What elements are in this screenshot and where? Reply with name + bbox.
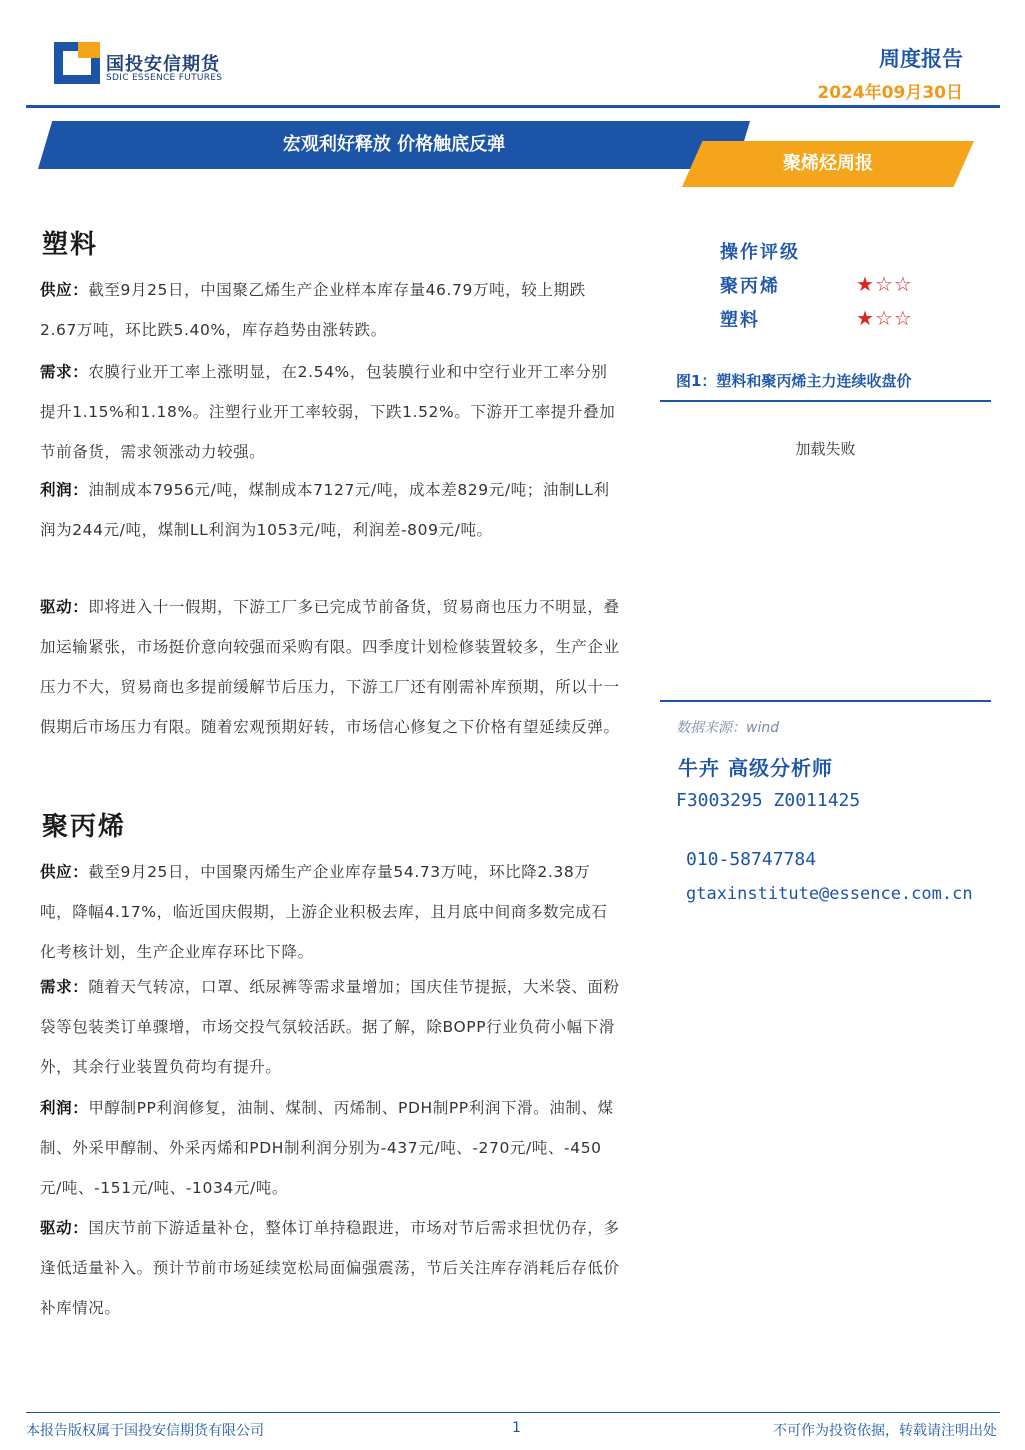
headline-banner: 宏观利好释放 价格触底反弹 bbox=[282, 134, 506, 155]
plastic-profit-label: 利润： bbox=[40, 481, 89, 499]
plastic-driver-label: 驱动： bbox=[40, 598, 89, 616]
report-tag: 聚烯烃周报 bbox=[783, 153, 873, 174]
contact-phone: 010-58747784 bbox=[686, 849, 817, 870]
pp-profit-label: 利润： bbox=[40, 1099, 89, 1117]
plastic-demand-label: 需求： bbox=[40, 363, 89, 381]
plastic-driver bbox=[40, 587, 622, 747]
company-name-en: SDIC ESSENCE FUTURES bbox=[106, 73, 223, 83]
pp-profit bbox=[40, 1088, 622, 1208]
pp-driver-text: 国庆节前下游适量补仓，整体订单持稳跟进，市场对节后需求担忧仍存，多逢低适量补入。预计节前市场延续宽松局面偏强震荡，节后关注库存消耗后存低价补库情况。 bbox=[40, 1219, 620, 1317]
star-filled-icon: ★ bbox=[856, 272, 875, 296]
plastic-supply bbox=[40, 270, 622, 350]
rating-name-plastic: 塑料 bbox=[720, 310, 760, 331]
section-title-pp: 聚丙烯 bbox=[42, 812, 127, 842]
pp-driver bbox=[40, 1208, 622, 1328]
plastic-profit-text: 油制成本7956元/吨，煤制成本7127元/吨，成本差829元/吨；油制LL利润为244元/吨，煤制LL利润为1053元/吨，利润差-809元/吨。 bbox=[40, 481, 610, 539]
company-name: 国投安信期货 bbox=[106, 54, 220, 75]
footer-divider bbox=[26, 1412, 1000, 1413]
figure-source: 数据来源：wind bbox=[676, 720, 780, 736]
footer-disclaimer: 不可作为投资依据，转载请注明出处 bbox=[773, 1423, 997, 1439]
figure-load-failed: 加载失败 bbox=[795, 440, 856, 458]
contact-email[interactable]: gtaxinstitute@essence.com.cn bbox=[686, 884, 973, 904]
plastic-supply-label: 供应： bbox=[40, 281, 89, 299]
analyst-name: 牛卉 高级分析师 bbox=[678, 756, 833, 780]
star-empty-icon: ☆☆ bbox=[874, 306, 913, 330]
company-logo bbox=[54, 42, 100, 84]
rating-name-pp: 聚丙烯 bbox=[720, 276, 780, 297]
header-divider bbox=[26, 105, 1000, 108]
rating-title: 操作评级 bbox=[720, 242, 800, 263]
report-type: 周度报告 bbox=[879, 47, 963, 71]
pp-supply-label: 供应： bbox=[40, 863, 89, 881]
figure-bottom-rule bbox=[660, 700, 991, 702]
figure-top-rule bbox=[660, 400, 991, 402]
pp-profit-text: 甲醇制PP利润修复，油制、煤制、丙烯制、PDH制PP利润下滑。油制、煤制、外采甲醇制、外采丙烯和PDH制利润分别为-437元/吨、-270元/吨、-450元/吨、-151元/吨、-1034元/吨。 bbox=[40, 1099, 614, 1197]
rating-stars-plastic bbox=[856, 306, 913, 330]
plastic-demand-text: 农膜行业开工率上涨明显，在2.54%，包装膜行业和中空行业开工率分别提升1.15%和1.18%。注塑行业开工率较弱，下跌1.52%。下游开工率提升叠加节前备货，需求领涨动力较强。 bbox=[40, 363, 616, 461]
plastic-supply-text: 截至9月25日，中国聚乙烯生产企业样本库存量46.79万吨，较上期跌2.67万吨，环比跌5.40%，库存趋势由涨转跌。 bbox=[40, 281, 586, 339]
pp-demand bbox=[40, 967, 622, 1087]
plastic-demand bbox=[40, 352, 622, 472]
pp-demand-label: 需求： bbox=[40, 978, 89, 996]
pp-supply bbox=[40, 852, 622, 972]
pp-demand-text: 随着天气转凉，口罩、纸尿裤等需求量增加；国庆佳节提振，大米袋、面粉袋等包装类订单骤增，市场交投气氛较活跃。据了解，除BOPP行业负荷小幅下滑外，其余行业装置负荷均有提升。 bbox=[40, 978, 620, 1076]
section-title-plastic: 塑料 bbox=[42, 230, 99, 260]
star-filled-icon: ★ bbox=[856, 306, 875, 330]
report-date: 2024年09月30日 bbox=[817, 83, 963, 103]
footer-copyright: 本报告版权属于国投安信期货有限公司 bbox=[26, 1423, 264, 1439]
star-empty-icon: ☆☆ bbox=[874, 272, 913, 296]
pp-supply-text: 截至9月25日，中国聚丙烯生产企业库存量54.73万吨，环比降2.38万吨，降幅4.17%，临近国庆假期，上游企业积极去库，且月底中间商多数完成石化考核计划，生产企业库存环比下降。 bbox=[40, 863, 608, 961]
figure-title: 图1：塑料和聚丙烯主力连续收盘价 bbox=[676, 372, 912, 390]
pp-driver-label: 驱动： bbox=[40, 1219, 89, 1237]
page-number: 1 bbox=[512, 1420, 521, 1436]
rating-stars-pp bbox=[856, 272, 913, 296]
plastic-profit bbox=[40, 470, 622, 550]
analyst-certificates: F3003295 Z0011425 bbox=[676, 790, 861, 811]
plastic-driver-text: 即将进入十一假期，下游工厂多已完成节前备货，贸易商也压力不明显，叠加运输紧张，市场挺价意向较强而采购有限。四季度计划检修装置较多，生产企业压力不大，贸易商也多提前缓解节后压力，下游工厂还有刚需补库预期，所以十一假期后市场压力有限。随着宏观预期好转，市场信心修复之下价格有望延续反弹。 bbox=[40, 598, 620, 736]
